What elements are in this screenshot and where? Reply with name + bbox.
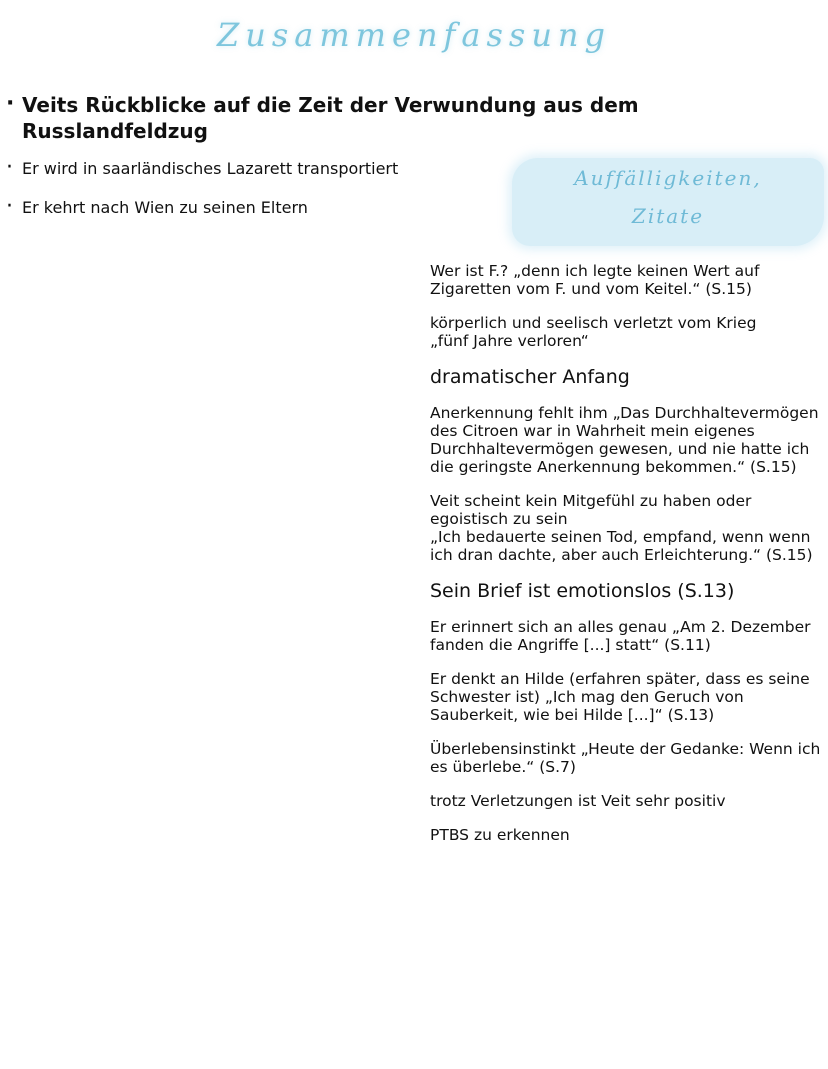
summary-item: · Er wird in saarländisches Lazarett transportiert bbox=[6, 158, 746, 180]
note-item: Veit scheint kein Mitgefühl zu haben oder egoistisch zu sein „Ich bedauerte seinen Tod, empfand, wenn wenn ich dran dachte, aber auch Erleichterung.“ (S.15) bbox=[430, 492, 813, 564]
note-item: trotz Verletzungen ist Veit sehr positiv bbox=[430, 792, 726, 810]
note-item: Er denkt an Hilde (erfahren später, dass es seine Schwester ist) „Ich mag den Geruch von Sauberkeit, wie bei Hilde [...]“ (S.13) bbox=[430, 670, 810, 724]
note-item: Überlebensinstinkt „Heute der Gedanke: Wenn ich es überlebe.“ (S.7) bbox=[430, 740, 821, 776]
notes-column bbox=[430, 262, 824, 860]
note-item: Er erinnert sich an alles genau „Am 2. Dezember fanden die Angriffe [...] statt“ (S.11) bbox=[430, 618, 811, 654]
summary-item: · Veits Rückblicke auf die Zeit der Verwundung aus dem Russlandfeldzug bbox=[6, 92, 746, 144]
note-item: Wer ist F.? „denn ich legte keinen Wert auf Zigaretten vom F. und vom Keitel.“ (S.15) bbox=[430, 262, 760, 298]
page-title: Zusammenfassung bbox=[216, 16, 612, 54]
note-item: Anerkennung fehlt ihm „Das Durchhaltevermögen des Citroen war in Wahrheit mein eigenes Durchhaltevermögen gewesen, und nie hatte ich die geringste Anerkennung bekommen.“ (S.15) bbox=[430, 404, 819, 476]
highlights-title-line1: Auffälligkeiten, bbox=[574, 166, 762, 190]
note-item: dramatischer Anfang bbox=[430, 366, 630, 388]
note-item: Sein Brief ist emotionslos (S.13) bbox=[430, 580, 735, 602]
highlights-title-line2: Zitate bbox=[631, 204, 705, 228]
summary-item: · Er kehrt nach Wien zu seinen Eltern bbox=[6, 197, 746, 219]
note-item: körperlich und seelisch verletzt vom Krieg „fünf Jahre verloren“ bbox=[430, 314, 757, 350]
note-item: PTBS zu erkennen bbox=[430, 826, 570, 844]
highlights-header-box bbox=[512, 158, 824, 246]
